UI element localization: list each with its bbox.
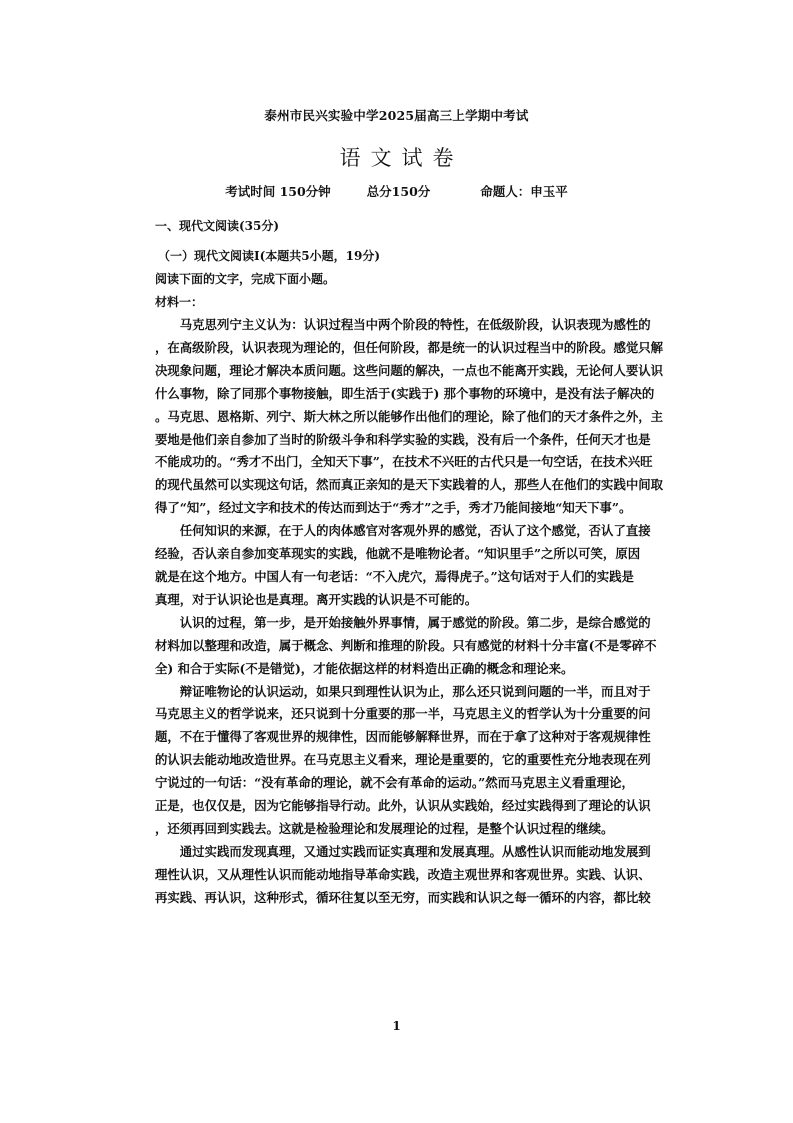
page-number: 1	[392, 1019, 401, 1033]
passage-line: 题，不在于懂得了客观世界的规律性，因而能够解释世界，而在于拿了这种对于客观规律性	[155, 729, 651, 745]
total-score: 总分150分	[366, 184, 431, 199]
passage-paragraph	[155, 314, 705, 520]
passage-line: 认识的过程，第一步，是开始接触外界事情，属于感觉的阶段。第二步，是综合感觉的	[155, 614, 651, 630]
passage-line: 辩证唯物论的认识运动，如果只到理性认识为止，那么还只说到问题的一半，而且对于	[155, 683, 651, 699]
passage-line: 再实践、再认识，这种形式，循环往复以至无穷，而实践和认识之每一循环的内容，都比较	[155, 889, 651, 905]
passage-line: 得了“知”，经过文字和技术的传达而到达于“秀才”之手，秀才乃能间接地“知天下事”。	[155, 500, 632, 516]
passage-line: 全) 和合于实际(不是错觉)，才能依据这样的材料造出正确的概念和理论来。	[155, 660, 574, 676]
passage-line: 什么事物，除了同那个事物接触，即生活于(实践于) 那个事物的环境中，是没有法子解决的	[155, 385, 655, 401]
school-title: 泰州市民兴实验中学2025届高三上学期中考试	[264, 108, 529, 123]
exam-time: 考试时间 150分钟	[225, 184, 331, 199]
passage-line: 决现象问题，理论才解决本质问题。这些问题的解决，一点也不能离开实践，无论何人要认识	[155, 362, 664, 378]
passage-line: ，还须再回到实践去。这就是检验理论和发展理论的过程，是整个认识过程的继续。	[155, 820, 614, 836]
passage-line: 正是，也仅仅是，因为它能够指导行动。此外，认识从实践始，经过实践得到了理论的认识	[155, 798, 651, 814]
passage-paragraph	[155, 520, 705, 612]
passage-line: 的现代虽然可以实现这句话，然而真正亲知的是天下实践着的人，那些人在他们的实践中间取	[155, 477, 664, 493]
passage-line: 马克思列宁主义认为：认识过程当中两个阶段的特性，在低级阶段，认识表现为感性的	[155, 317, 651, 332]
material-label: 材料一：	[155, 295, 204, 309]
passage-line: 就是在这个地方。中国人有一句老话：“不入虎穴，焉得虎子。”这句话对于人们的实践是	[155, 568, 634, 584]
passage-paragraph	[155, 681, 705, 841]
passage-paragraph	[155, 841, 705, 910]
passage-line: 。马克思、恩格斯、列宁、斯大林之所以能够作出他们的理论，除了他们的天才条件之外，主	[155, 408, 664, 424]
passage-line: 材料加以整理和改造，属于概念、判断和推理的阶段。只有感觉的材料十分丰富(不是零碎不	[155, 637, 657, 653]
passage-line: 通过实践而发现真理，又通过实践而证实真理和发展真理。从感性认识而能动地发展到	[155, 843, 651, 859]
reading-passage	[155, 314, 705, 910]
passage-paragraph	[155, 612, 705, 681]
passage-line: 任何知识的来源，在于人的肉体感官对客观外界的感觉，否认了这个感觉，否认了直接	[155, 523, 651, 539]
passage-line: 理性认识，又从理性认识而能动地指导革命实践，改造主观世界和客观世界。实践、认识、	[155, 866, 651, 882]
passage-line: 真理，对于认识论也是真理。离开实践的认识是不可能的。	[155, 591, 478, 607]
paper-title: 语文试卷	[339, 146, 464, 170]
instruction-text: 阅读下面的文字，完成下面小题。	[155, 272, 336, 286]
sub-heading: （一）现代文阅读Ⅰ(本题共5小题，19分)	[158, 249, 381, 263]
passage-line: 的认识去能动地改造世界。在马克思主义看来，理论是重要的，它的重要性充分地表现在列	[155, 752, 651, 768]
passage-line: 马克思主义的哲学说来，还只说到十分重要的那一半，马克思主义的哲学认为十分重要的问	[155, 706, 651, 722]
passage-line: ，在高级阶段，认识表现为理论的，但任何阶段，都是统一的认识过程当中的阶段。感觉只解	[155, 339, 664, 355]
passage-line: 经验，否认亲自参加变革现实的实践，他就不是唯物论者。“知识里手”之所以可笑，原因	[155, 546, 641, 562]
passage-line: 不能成功的。“秀才不出门，全知天下事”，在技术不兴旺的古代只是一句空话，在技术兴旺	[155, 454, 653, 470]
exam-info	[0, 182, 793, 200]
section-heading: 一、现代文阅读(35分)	[155, 219, 280, 233]
passage-line: 要地是他们亲自参加了当时的阶级斗争和科学实验的实践，没有后一个条件，任何天才也是	[155, 431, 651, 447]
exam-author: 命题人：申玉平	[480, 184, 568, 199]
passage-line: 宁说过的一句话：“没有革命的理论，就不会有革命的运动。”然而马克思主义看重理论，	[155, 775, 634, 791]
